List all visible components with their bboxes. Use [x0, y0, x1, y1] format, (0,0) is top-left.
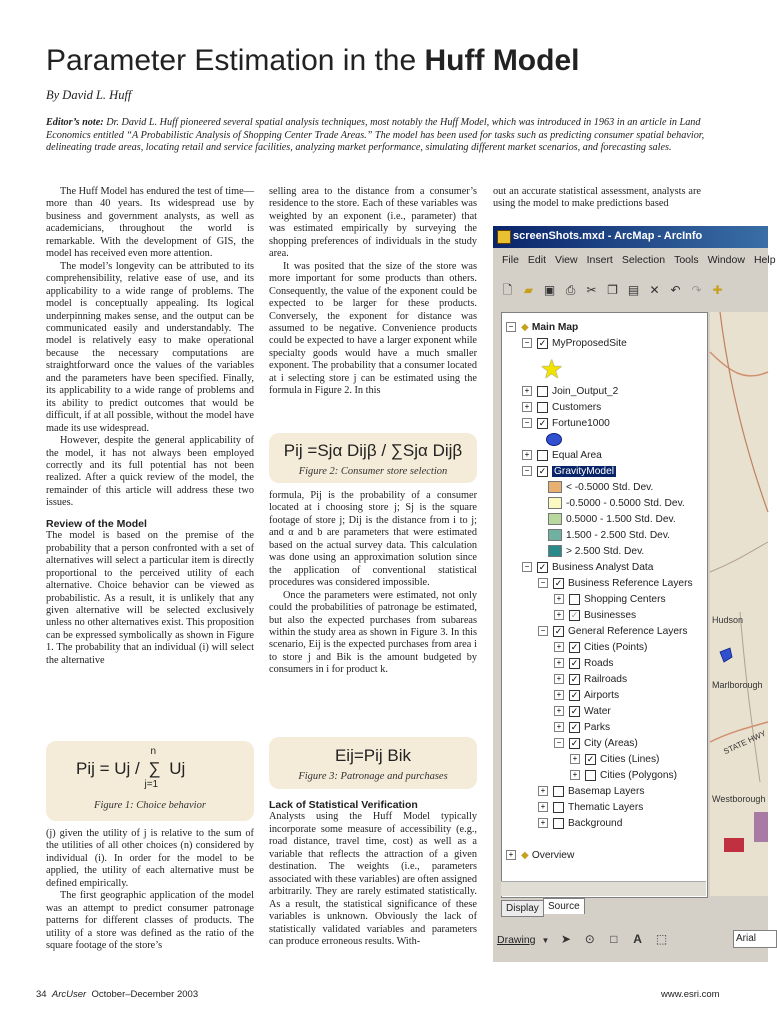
- collapse-icon[interactable]: −: [506, 322, 516, 332]
- layer-checkbox-checked[interactable]: ✓: [570, 737, 579, 748]
- map-label-marlborough: Marlborough: [712, 680, 763, 690]
- map-canvas: [710, 312, 768, 896]
- fig1-eq-right: Uj: [169, 759, 186, 778]
- toc-customers-label: Customers: [552, 402, 602, 413]
- collapse-icon[interactable]: −: [522, 466, 532, 476]
- toc-businesses-label: Businesses: [584, 610, 637, 621]
- legend-item: [548, 513, 676, 527]
- toc-airports[interactable]: [554, 689, 619, 703]
- col2-heading: Lack of Statistical Verification: [269, 799, 418, 811]
- toc-thematic[interactable]: [538, 801, 643, 815]
- toc-business-reference-label: Business Reference Layers: [568, 578, 693, 589]
- toc-water[interactable]: [554, 705, 611, 719]
- editors-note-label: Editor’s note:: [46, 117, 104, 128]
- title-bold: Huff Model: [424, 44, 580, 77]
- arcmap-window: [493, 226, 776, 962]
- fig1-sum-top: n: [150, 746, 157, 757]
- menu-view[interactable]: View: [555, 254, 578, 266]
- title-plain: Parameter Estimation in the: [46, 44, 425, 77]
- redo-icon[interactable]: ↷: [691, 283, 702, 297]
- fig1-eq-left: Pij = Uj /: [76, 759, 145, 778]
- tab-source[interactable]: Source: [543, 898, 585, 914]
- layer-checkbox[interactable]: [553, 786, 564, 797]
- article-title: [46, 44, 579, 78]
- toc-gravitymodel[interactable]: [522, 465, 616, 479]
- layer-checkbox-checked[interactable]: ✓: [570, 705, 579, 716]
- tab-display[interactable]: Display: [501, 900, 544, 917]
- menu-file[interactable]: File: [502, 254, 519, 266]
- toc-water-label: Water: [584, 706, 611, 717]
- toc-join-output-label: Join_Output_2: [552, 386, 619, 397]
- toc-general-reference[interactable]: [538, 625, 687, 639]
- col2-paragraph-1: selling area to the distance from a consumer’s residence to the store. Each of these variables was weighted by an exponent (i.e., parameter) that was estimated empirically by surveying the shopping preferences of individuals in the study area.: [269, 186, 477, 260]
- col1-paragraph-1: The Huff Model has endured the test of time—more than 40 years. Its widespread use by business and government analysts, as well as academicians, throughout the world is remarkable. With the development of GIS, the model has received even more attention.: [46, 186, 254, 260]
- expand-icon[interactable]: +: [522, 450, 532, 460]
- col1-paragraph-4: The model is based on the premise of the probability that a person confronted with a set of alternatives will select a particular item is directly proportional to the perceived utility of each alternative. Choice behavior can be viewed as probabilistic. As a result, it is unlikely that any given alternative will be selected exclusively unless no other alternatives exist. This proposition can be expressed symbolically as shown in Figure 1. The probability that an individual (i) will select the alternative: [46, 530, 254, 666]
- toc-main-map-label: Main Map: [531, 322, 579, 333]
- expand-icon[interactable]: +: [554, 610, 564, 620]
- toc-background[interactable]: [538, 817, 622, 831]
- toc-railroads[interactable]: [554, 673, 627, 687]
- layer-checkbox-checked[interactable]: ✓: [570, 689, 579, 700]
- layer-checkbox-checked[interactable]: ✓: [570, 609, 579, 620]
- column-2-cont2: [269, 793, 477, 948]
- menu-tools[interactable]: Tools: [674, 254, 699, 266]
- toc-background-label: Background: [568, 818, 623, 829]
- toc-basemap[interactable]: [538, 785, 644, 799]
- column-3: [493, 186, 701, 211]
- expand-icon[interactable]: +: [522, 386, 532, 396]
- expand-icon[interactable]: +: [506, 850, 516, 860]
- footer-left: [36, 989, 198, 1000]
- callout-icon[interactable]: ⬚: [655, 932, 668, 946]
- col1-paragraph-3: However, despite the general applicability of the model, it has not always been employed correctly and its full potential has not been realized. After a quick review of the model, the remainder of this article will address these two issues.: [46, 435, 254, 509]
- dropdown-arrow-icon[interactable]: ▼: [541, 936, 550, 945]
- rotate-icon[interactable]: ⊙: [584, 932, 595, 946]
- collapse-icon[interactable]: −: [522, 562, 532, 572]
- toc-cities-polygons-label: Cities (Polygons): [600, 770, 677, 781]
- drawing-menu[interactable]: Drawing: [497, 934, 536, 946]
- col3-paragraph-1: out an accurate statistical assessment, analysts are using the model to make predictions based: [493, 186, 701, 210]
- toc-roads[interactable]: [554, 657, 613, 671]
- toc-business-reference[interactable]: [538, 577, 693, 591]
- menu-selection[interactable]: Selection: [621, 254, 666, 266]
- toc-railroads-label: Railroads: [584, 674, 628, 685]
- menu-edit[interactable]: Edit: [527, 254, 547, 266]
- legend-label-5: > 2.500 Std. Dev.: [566, 546, 645, 557]
- layers-icon: ◆: [521, 850, 529, 861]
- figure-2: [269, 433, 477, 483]
- layer-checkbox[interactable]: [537, 402, 548, 413]
- col2-paragraph-5: Analysts using the Huff Model typically incorporate some measure of accessibility (e.g., road distance, travel time, cost) as well as a variable that reflects the attraction of a given destination. The weights (i.e., parameters associated with these variables) are often assigned arbitrarily. They are rarely estimated statistically. As a result, the statistical significance of these variables is unknown. Obviously the lack of statistically validated variables and parameters can produce erroneous results. With-: [269, 811, 477, 947]
- toc-horizontal-scrollbar[interactable]: [501, 881, 706, 896]
- toc-cities-polygons[interactable]: [570, 769, 677, 783]
- toc-fortune1000-label: Fortune1000: [552, 418, 610, 429]
- menu-bar: [493, 254, 776, 272]
- fig1-sum-bottom: j=1: [144, 779, 159, 790]
- layer-checkbox-checked[interactable]: ✓: [586, 753, 595, 764]
- toc-cities-points-label: Cities (Points): [584, 642, 648, 653]
- toc-customers[interactable]: [522, 401, 601, 415]
- star-symbol-icon: ★: [540, 354, 564, 384]
- delete-icon[interactable]: ✕: [649, 283, 660, 297]
- menu-help[interactable]: Help: [753, 254, 776, 266]
- layer-checkbox-checked[interactable]: ✓: [554, 577, 563, 588]
- layer-checkbox-checked[interactable]: ✓: [538, 561, 547, 572]
- layer-checkbox[interactable]: [537, 386, 548, 397]
- table-of-contents: [501, 312, 708, 898]
- map-label-state-hwy: STATE HWY: [722, 728, 768, 757]
- layers-icon: ◆: [521, 322, 529, 333]
- blue-point-symbol-icon: [546, 433, 562, 447]
- legend-label-3: 0.5000 - 1.500 Std. Dev.: [566, 514, 676, 525]
- toc-basemap-label: Basemap Layers: [568, 786, 645, 797]
- open-folder-icon[interactable]: ▰: [523, 283, 534, 297]
- save-icon[interactable]: ▣: [543, 283, 556, 297]
- legend-swatch-3: [548, 513, 562, 525]
- expand-icon[interactable]: +: [522, 402, 532, 412]
- expand-icon[interactable]: +: [554, 690, 564, 700]
- legend-label-4: 1.500 - 2.500 Std. Dev.: [566, 530, 671, 541]
- column-2: [269, 186, 477, 398]
- layer-checkbox[interactable]: [585, 770, 596, 781]
- new-text-icon[interactable]: A: [633, 932, 642, 946]
- legend-swatch-1: [548, 481, 562, 493]
- col1-heading: Review of the Model: [46, 517, 147, 530]
- figure-3: [269, 737, 477, 789]
- collapse-icon[interactable]: −: [538, 626, 548, 636]
- toc-general-reference-label: General Reference Layers: [568, 626, 688, 637]
- expand-icon[interactable]: +: [538, 802, 548, 812]
- map-view[interactable]: [710, 312, 768, 896]
- expand-icon[interactable]: +: [554, 722, 564, 732]
- legend-item: [548, 497, 685, 511]
- figure-1-caption: Figure 1: Choice behavior: [94, 800, 206, 811]
- toc-thematic-label: Thematic Layers: [568, 802, 644, 813]
- toc-cities-points[interactable]: [554, 641, 647, 655]
- figure-1: [46, 741, 254, 821]
- cut-icon[interactable]: ✂: [586, 283, 597, 297]
- font-selector[interactable]: Arial: [733, 930, 777, 948]
- toc-myproposedsite-label: MyProposedSite: [552, 338, 627, 349]
- legend-label-1: < -0.5000 Std. Dev.: [566, 482, 654, 493]
- rectangle-icon[interactable]: □: [610, 932, 618, 946]
- toc-city-areas[interactable]: [554, 737, 638, 751]
- toc-businesses[interactable]: [554, 609, 636, 623]
- layer-checkbox-checked[interactable]: ✓: [538, 465, 547, 476]
- arcmap-title: screenShots.mxd - ArcMap - ArcInfo: [513, 230, 703, 242]
- toc-gravitymodel-label: GravityModel: [554, 466, 615, 477]
- select-pointer-icon[interactable]: ➤: [560, 932, 571, 946]
- expand-icon[interactable]: +: [554, 642, 564, 652]
- col2-paragraph-2: It was posited that the size of the store was more important for some products than others. Consequently, the value of the exponent could be expected to be larger for these products. Conversely, the exponent for distance was assumed to be negative. Convenience products could be expected to have a larger exponent while specialty goods would have a much smaller exponent. The probability that a consumer located at i selecting store j can be estimated using the formula in Figure 2. In this: [269, 260, 477, 397]
- expand-icon[interactable]: +: [554, 658, 564, 668]
- new-document-icon[interactable]: 🗋: [502, 283, 513, 297]
- toc-cities-lines-label: Cities (Lines): [600, 754, 660, 765]
- arcmap-titlebar[interactable]: [493, 226, 768, 248]
- byline: By David L. Huff: [46, 88, 132, 102]
- toc-cities-lines[interactable]: [570, 753, 659, 767]
- toc-shopping-centers-label: Shopping Centers: [584, 594, 666, 605]
- toc-parks-label: Parks: [584, 722, 611, 733]
- toc-myproposedsite[interactable]: [522, 337, 627, 351]
- map-label-westborough: Westborough: [712, 794, 766, 804]
- expand-icon[interactable]: +: [538, 818, 548, 828]
- layer-checkbox-checked[interactable]: ✓: [570, 657, 579, 668]
- legend-item: [548, 545, 644, 559]
- toc-join-output[interactable]: [522, 385, 618, 399]
- layer-checkbox-checked[interactable]: ✓: [570, 721, 579, 732]
- legend-item: [548, 481, 653, 495]
- figure-3-equation: Eij=Pij Bik: [334, 746, 412, 765]
- toc-business-analyst-label: Business Analyst Data: [552, 562, 654, 573]
- legend-swatch-4: [548, 529, 562, 541]
- layer-checkbox[interactable]: [553, 818, 564, 829]
- legend-item: [548, 529, 670, 543]
- fig1-sum-symbol: ∑: [148, 759, 161, 778]
- editors-note: [46, 117, 726, 155]
- undo-icon[interactable]: ↶: [670, 283, 681, 297]
- footer-url: www.esri.com: [661, 989, 720, 1000]
- figure-1-equation: [76, 746, 186, 790]
- layer-checkbox-checked[interactable]: ✓: [570, 673, 579, 684]
- toc-airports-label: Airports: [584, 690, 620, 701]
- layer-checkbox[interactable]: [553, 802, 564, 813]
- toc-parks[interactable]: [554, 721, 610, 735]
- layer-checkbox[interactable]: [537, 450, 548, 461]
- expand-icon[interactable]: +: [554, 706, 564, 716]
- layer-checkbox-checked[interactable]: ✓: [538, 337, 547, 348]
- paste-icon[interactable]: ▤: [627, 283, 640, 297]
- collapse-icon[interactable]: −: [538, 578, 548, 588]
- map-label-hudson: Hudson: [712, 615, 744, 625]
- legend-swatch-2: [548, 497, 562, 509]
- toc-overview-label: Overview: [531, 850, 575, 861]
- layer-checkbox-checked[interactable]: ✓: [554, 625, 563, 636]
- menu-window[interactable]: Window: [707, 254, 745, 266]
- toc-tabs: [501, 898, 711, 916]
- page-number: 34: [36, 989, 47, 1000]
- figure-3-caption: Figure 3: Patronage and purchases: [298, 771, 448, 782]
- expand-icon[interactable]: +: [554, 674, 564, 684]
- magazine-name: ArcUser: [51, 989, 87, 1000]
- figure-2-caption: Figure 2: Consumer store selection: [298, 466, 448, 477]
- standard-toolbar: [497, 279, 768, 305]
- drawing-toolbar: [497, 928, 768, 950]
- layer-checkbox[interactable]: [569, 594, 580, 605]
- toc-fortune1000[interactable]: [522, 417, 610, 431]
- issue-date: October–December 2003: [91, 989, 199, 1000]
- legend-label-2: -0.5000 - 0.5000 Std. Dev.: [566, 498, 685, 509]
- expand-icon[interactable]: +: [570, 770, 580, 780]
- legend-swatch-5: [548, 545, 562, 557]
- fig1-summation: [144, 746, 165, 790]
- col1-paragraph-6: The first geographic application of the model was an attempt to predict consumer patronage patterns for different classes of products. The utility of a store was defined as the ratio of the square footage of the store’s: [46, 890, 254, 952]
- toc-business-analyst-data[interactable]: [522, 561, 653, 575]
- toc-equal-area-label: Equal Area: [552, 450, 602, 461]
- collapse-icon[interactable]: −: [522, 338, 532, 348]
- add-data-icon[interactable]: ✚: [712, 283, 723, 297]
- col2-paragraph-4: Once the parameters were estimated, not only could the probabilities of patronage be estimated, but also the expected purchases from subareas within the study area as shown in Figure 3. In this scenario, Eij is the expected purchases from area i to store j and Bik is the amount budgeted by consumers in i for product k.: [269, 589, 477, 676]
- toc-shopping-centers[interactable]: [554, 593, 666, 607]
- toc-roads-label: Roads: [584, 658, 614, 669]
- column-1-cont: [46, 828, 254, 953]
- menu-insert[interactable]: Insert: [586, 254, 613, 266]
- toc-equal-area[interactable]: [522, 449, 602, 463]
- column-1: [46, 186, 254, 667]
- column-2-cont: [269, 490, 477, 677]
- col2-paragraph-3: formula, Pij is the probability of a consumer located at i choosing store j; Sj is the square footage of store j; Dij is the distance from i to j; and α and b are parameters that were estimated based on the actual survey data. This calculation was done using an approximation solution since the application of conventional statistical procedures was considered impossible.: [269, 490, 477, 589]
- collapse-icon[interactable]: −: [522, 418, 532, 428]
- toc-city-areas-label: City (Areas): [584, 738, 638, 749]
- col1-paragraph-2: The model’s longevity can be attributed to its comprehensibility, relative ease of use, and its applicability to a wide range of problems. The model is conceptually appealing. Its logical underpinning makes sense, and the output can be communicated easily and understandably. The model is relatively easy to make operational because the necessary computations are straightforward once the values of the variables and the parameters have been specified. Finally, its applicability to a wide range of problems and its ability to predict outcomes that would be difficult, if at all possible, without the model have made its use widespread.: [46, 260, 254, 434]
- copy-icon[interactable]: ❐: [607, 283, 618, 297]
- expand-icon[interactable]: +: [554, 594, 564, 604]
- editors-note-text: Dr. David L. Huff pioneered several spatial analysis techniques, most notably the Huff Model, which was introduced in 1963 in an article in Land Economics entitled “A Probabilistic Analysis of Shopping Center Trade Areas.” The model has been used for tasks such as predicting consumer spatial behavior, delineating trade areas, locating retail and service facilities, analyzing market performance, simulating different market scenarios, and forecasting sales.: [46, 117, 705, 153]
- arcmap-app-icon: [497, 230, 511, 244]
- layer-checkbox-checked[interactable]: ✓: [538, 417, 547, 428]
- toc-main-map[interactable]: [506, 321, 578, 335]
- expand-icon[interactable]: +: [538, 786, 548, 796]
- toc-overview[interactable]: [506, 849, 574, 863]
- layer-checkbox-checked[interactable]: ✓: [570, 641, 579, 652]
- col1-paragraph-5: (j) given the utility of j is relative to the sum of the utilities of all other choices (n) considered by individual (i). In order for the model to be applied, the utility of each alternative must be defined empirically.: [46, 828, 254, 889]
- print-icon[interactable]: ⎙: [565, 283, 576, 297]
- expand-icon[interactable]: +: [570, 754, 580, 764]
- figure-2-equation: Pij =Sjα Dijβ / ∑Sjα Dijβ: [283, 441, 463, 460]
- collapse-icon[interactable]: −: [554, 738, 564, 748]
